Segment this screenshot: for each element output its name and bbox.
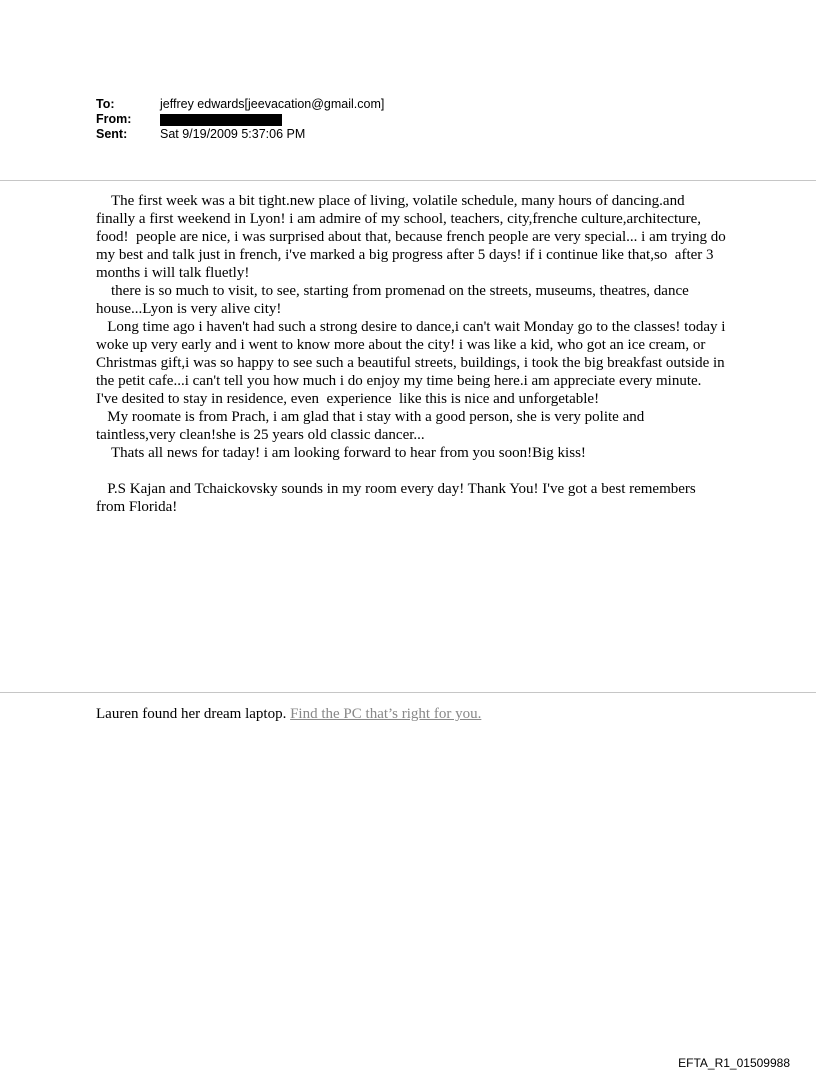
redaction-bar (160, 114, 282, 126)
ad-text: Lauren found her dream laptop. (96, 706, 291, 722)
email-body (96, 192, 730, 516)
to-value: jeffrey edwards[jeevacation@gmail.com] (160, 97, 385, 111)
paragraph-gap (96, 462, 726, 480)
body-paragraph: Long time ago i haven't had such a strong desire to dance,i can't wait Monday go to the classes! today i woke up very early and i went to know more about the city! i was like a kid, who got an ice cream, or Christmas gift,i was so happy to see such a beautiful streets, buildings, i took the big breakfast outside in the petit cafe...i can't tell you how much i do enjoy my time being here.i am appreciate every minute. I've desited to stay in residence, even experience like this is nice and unforgetable! (96, 319, 730, 407)
to-row (96, 97, 384, 112)
body-paragraph: P.S Kajan and Tchaickovsky sounds in my room every day! Thank You! I've got a best remembers from Florida! (96, 481, 700, 515)
ad-link[interactable]: Find the PC that’s right for you. (290, 706, 482, 722)
from-row (96, 112, 384, 127)
email-header (96, 97, 384, 142)
header-divider (0, 180, 816, 181)
document-id: EFTA_R1_01509988 (678, 1056, 790, 1070)
from-label: From: (96, 112, 132, 126)
ad-line (96, 705, 481, 723)
body-paragraph: My roomate is from Prach, i am glad that i stay with a good person, she is very polite and taintless,very clean!she is 25 years old classic dancer... (96, 409, 648, 443)
body-paragraph: there is so much to visit, to see, starting from promenad on the streets, museums, theatres, dance house...Lyon is very alive city! (96, 283, 693, 317)
body-paragraph: The first week was a bit tight.new place of living, volatile schedule, many hours of dancing.and finally a first weekend in Lyon! i am admire of my school, teachers, city,frenche culture,architecture, food! people are nice, i was surprised about that, because french people are very special... i am trying do my best and talk just in french, i've marked a big progress after 5 days! if i continue like that,so after 3 months i will talk fluetly! (96, 193, 730, 281)
sent-value: Sat 9/19/2009 5:37:06 PM (160, 127, 306, 141)
sent-label: Sent: (96, 127, 128, 141)
body-paragraph: Thats all news for taday! i am looking forward to hear from you soon!Big kiss! (96, 445, 586, 461)
to-label: To: (96, 97, 115, 111)
sent-row (96, 127, 384, 142)
footer-divider (0, 692, 816, 693)
